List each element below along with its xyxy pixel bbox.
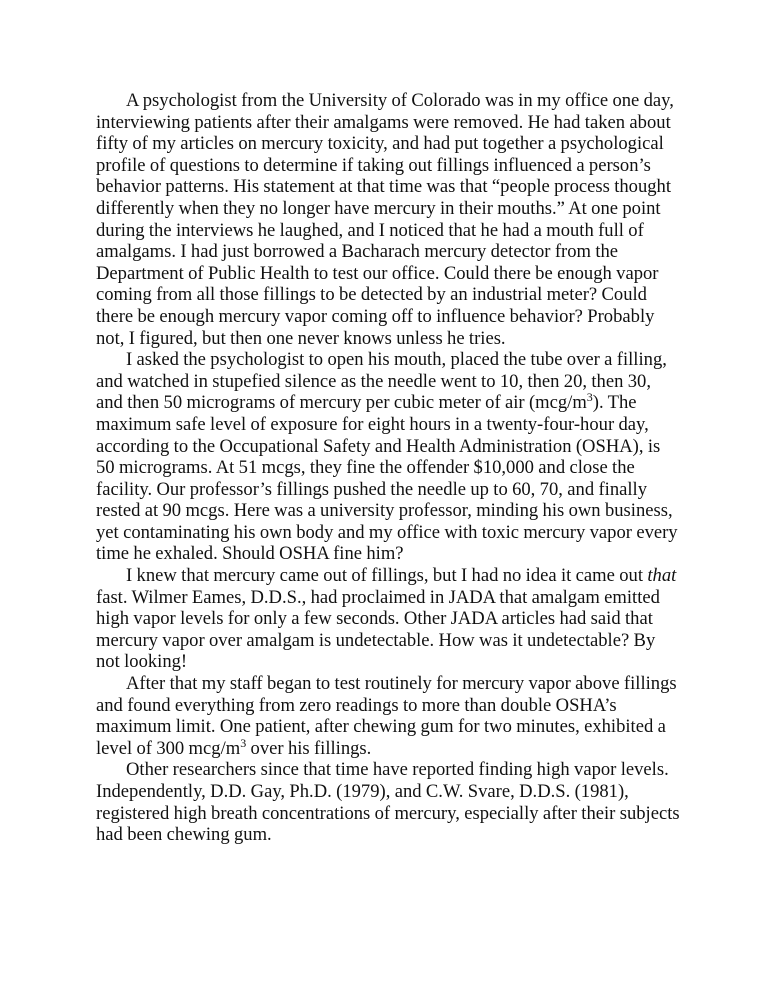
superscript: 3 (586, 390, 593, 405)
text-run: fast. Wilmer Eames, D.D.S., had proclaimed in JADA that amalgam emitted high vapor levels for only a few seconds. Other JADA articles had said that mercury vapor over amalgam is undetectable. How was it undetectable? By not looking! (96, 586, 660, 673)
text-run: After that my staff began to test routinely for mercury vapor above fillings and found everything from zero readings to more than double OSHA’s maximum limit. One patient, after chewing gum for two minutes, exhibited a level of 300 mcg/m (96, 673, 677, 759)
paragraph (96, 759, 682, 845)
text-run: ). The maximum safe level of exposure for eight hours in a twenty-four-hour day, according to the Occupational Safety and Health Administration (OSHA), is 50 micrograms. At 51 mcgs, they fine the offender $10,000 and close the facility. Our professor’s fillings pushed the needle up to 60, 70, and finally rested at 90 mcgs. Here was a university professor, minding his own business, yet contaminating his own body and my office with toxic mercury vapor every time he exhaled. Should OSHA fine him? (96, 392, 678, 565)
text-run: over his fillings. (246, 737, 372, 759)
paragraph (96, 673, 682, 759)
paragraph (96, 349, 682, 565)
text-run: Other researchers since that time have reported finding high vapor levels. Independently, D.D. Gay, Ph.D. (1979), and C.W. Svare, D.D.S. (1981), registered high breath concentrations of mercury, especially after their subjects had been chewing gum. (96, 759, 680, 846)
text-run: I asked the psychologist to open his mouth, placed the tube over a filling, and watched in stupefied silence as the needle went to 10, then 20, then 30, and then 50 micrograms of mercury per cubic meter of air (mcg/m (96, 349, 667, 414)
paragraph (96, 90, 682, 349)
superscript: 3 (240, 735, 247, 750)
text-run: I knew that mercury came out of fillings, but I had no idea it came out (126, 565, 648, 587)
paragraph (96, 565, 682, 673)
text-run: A psychologist from the University of Colorado was in my office one day, interviewing patients after their amalgams were removed. He had taken about fifty of my articles on mercury toxicity, and had put together a psychological profile of questions to determine if taking out fillings influenced a person’s behavior patterns. His statement at that time was that “people process thought differently when they no longer have mercury in their mouths.” At one point during the interviews he laughed, and I noticed that he had a mouth full of amalgams. I had just borrowed a Bacharach mercury detector from the Department of Public Health to test our office. Could there be enough vapor coming from all those fillings to be detected by an industrial meter? Could there be enough mercury vapor coming off to influence behavior? Probably not, I figured, but then one never knows unless he tries. (96, 90, 674, 349)
document-page (96, 90, 682, 846)
italic-text: that (647, 565, 677, 587)
